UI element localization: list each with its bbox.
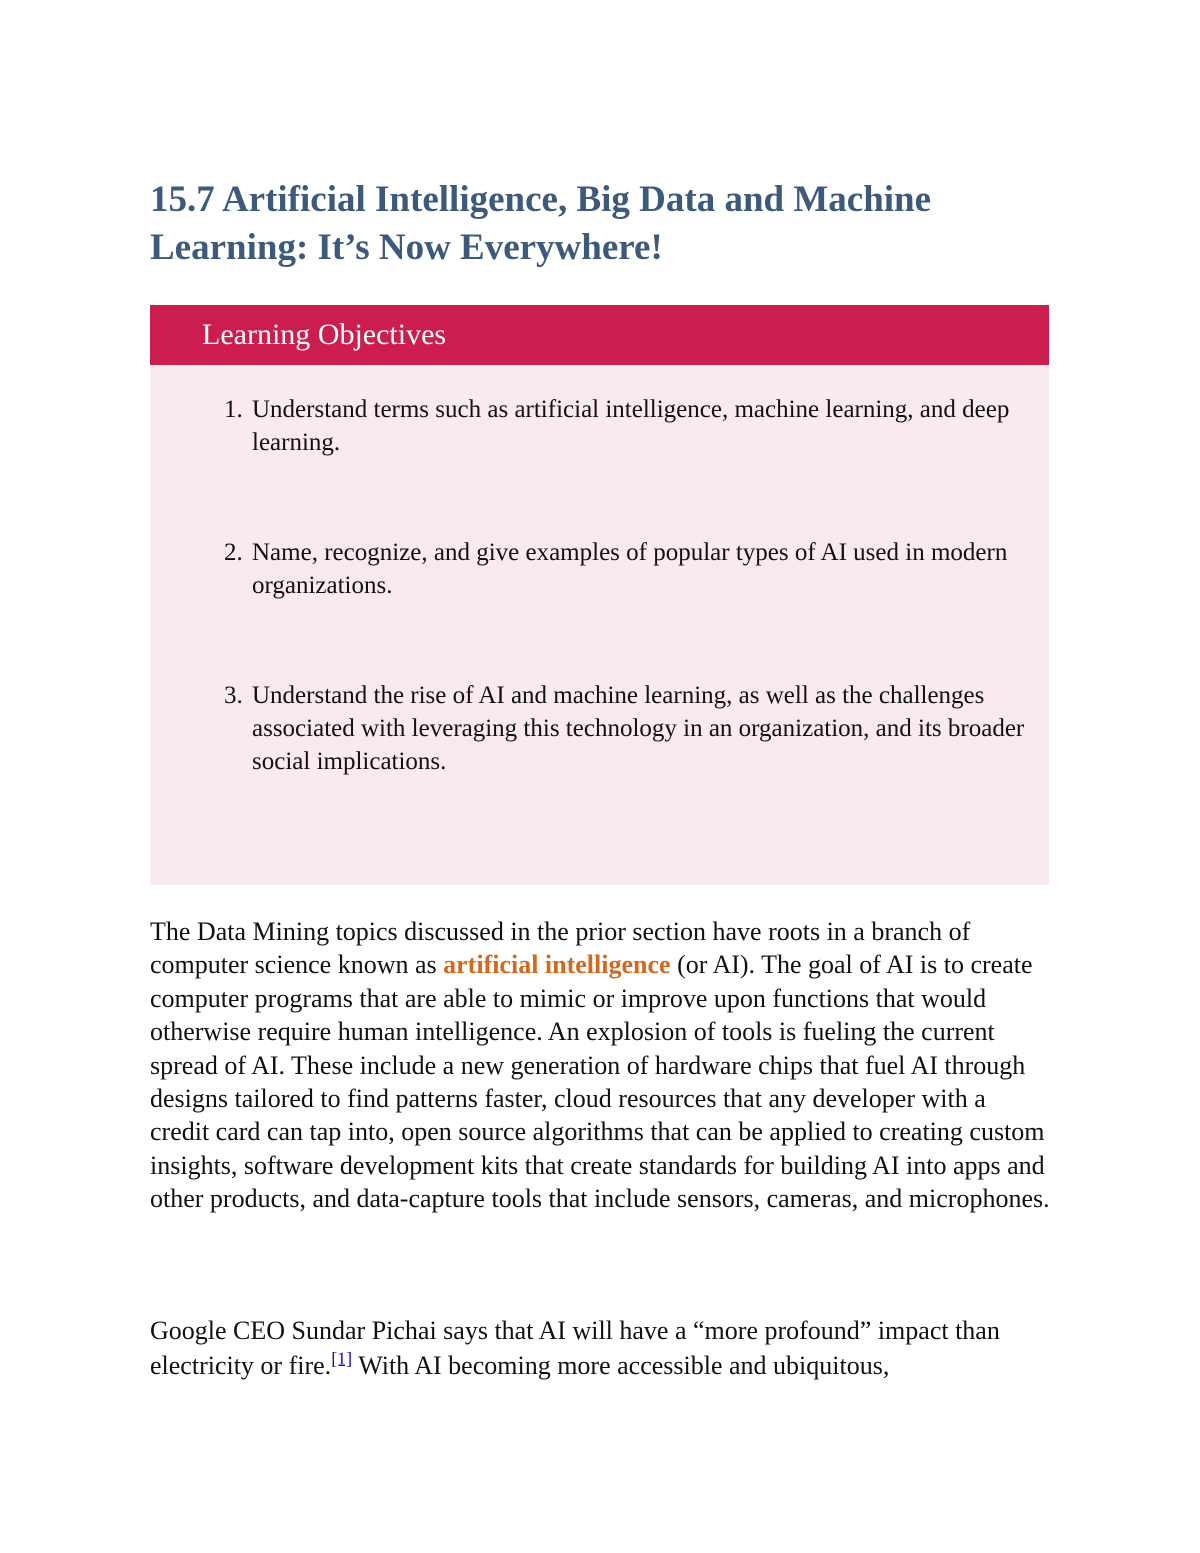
paragraph-text: With AI becoming more accessible and ubiquitous, [352, 1351, 890, 1380]
key-term-artificial-intelligence: artificial intelligence [443, 950, 671, 980]
objective-text: Understand terms such as artificial intelligence, machine learning, and deep learning. [252, 396, 1010, 456]
objective-number: 2. [224, 539, 243, 566]
footnote-link[interactable]: [1] [331, 1348, 353, 1369]
learning-objectives-header: Learning Objectives [150, 305, 1049, 365]
body-paragraph-pichai-quote [150, 1313, 1050, 1383]
paragraph-text: The Data Mining topics discussed in the prior section have roots in a branch of computer science known as [150, 917, 971, 980]
objective-item [150, 536, 1072, 602]
learning-objectives-box [150, 305, 1049, 885]
paragraph-text: (or AI). The goal of AI is to create computer programs that are able to mimic or improve upon functions that would otherwise require human intelligence. An explosion of tools is fueling the current spread of AI. These include a new generation of hardware chips that fuel AI through designs tailored to find patterns faster, cloud resources that any developer with a credit card can tap into, open source algorithms that can be applied to creating custom insights, software development kits that create standards for building AI into apps and other products, and data-capture tools that include sensors, cameras, and microphones. [150, 950, 1050, 1214]
objective-text: Understand the rise of AI and machine learning, as well as the challenges associated with leveraging this technology in an organization, and its broader social implications. [252, 682, 1025, 775]
objective-number: 3. [224, 682, 243, 709]
page-title: 15.7 Artificial Intelligence, Big Data and Machine Learning: It’s Now Everywhere! [150, 179, 932, 268]
objective-item [150, 393, 1072, 459]
objective-text: Name, recognize, and give examples of popular types of AI used in modern organizations. [252, 539, 1008, 599]
objective-number: 1. [224, 396, 243, 423]
paragraph-text: Google CEO Sundar Pichai says that AI will have a “more profound” impact than electricity or fire. [150, 1316, 1000, 1380]
objective-item [150, 679, 1072, 778]
body-paragraph-ai-intro [150, 915, 1050, 1216]
